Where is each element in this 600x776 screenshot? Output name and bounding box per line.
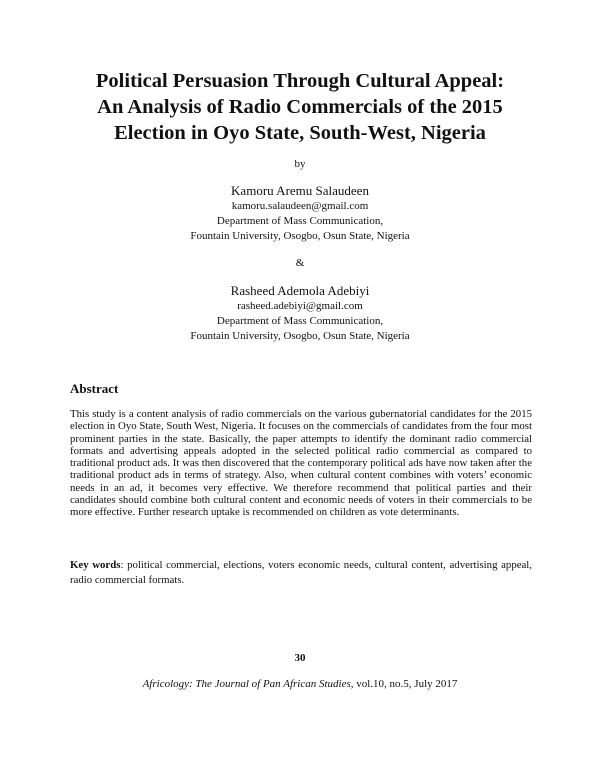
journal-name: Africology: The Journal of Pan African Studies bbox=[142, 678, 351, 690]
keywords-text: : political commercial, elections, voters economic needs, cultural content, advertising appeal, radio commercial formats. bbox=[70, 559, 532, 586]
abstract-heading: Abstract bbox=[70, 381, 119, 396]
author-separator: & bbox=[295, 257, 305, 269]
title-line: Political Persuasion Through Cultural Appeal: bbox=[95, 70, 505, 92]
title-line: An Analysis of Radio Commercials of the 2015 bbox=[97, 96, 503, 118]
paper-title bbox=[60, 68, 540, 146]
journal-issue: , vol.10, no.5, July 2017 bbox=[350, 678, 458, 690]
abstract-text: This study is a content analysis of radio commercials on the various gubernatorial candidates for the 2015 election in Oyo State, South West, Nigeria. It focuses on the commercials of candidates from the four most prominent parties in the state. Basically, the paper attempts to identify the dominant radio commercial formats and advertising appeals adopted in the selected political radio commercial as compared to traditional product ads. It was then discovered that the contemporary political ads have now taken after the traditional product ads in terms of strategy. Also, when cultural content combines with voters’ economic needs in an ad, it becomes very effective. We therefore recommend that political parties and their candidates should combine both cultural content and economic needs of voters in their commercials to be more effective. Further research uptake is recommended on children as vote determinants. bbox=[70, 408, 532, 519]
by-label: by bbox=[294, 158, 306, 170]
author-block-2 bbox=[0, 282, 600, 344]
author-institution: Fountain University, Osogbo, Osun State, Nigeria bbox=[190, 230, 410, 242]
author-institution: Fountain University, Osogbo, Osun State, Nigeria bbox=[190, 330, 410, 342]
author-department: Department of Mass Communication, bbox=[216, 315, 384, 327]
keywords-label: Key words bbox=[70, 559, 121, 571]
author-email: rasheed.adebiyi@gmail.com bbox=[237, 300, 363, 312]
page-number: 30 bbox=[294, 652, 306, 664]
title-line: Election in Oyo State, South-West, Nigeria bbox=[114, 122, 486, 144]
author-block-1 bbox=[0, 182, 600, 244]
author-department: Department of Mass Communication, bbox=[216, 215, 384, 227]
author-name: Rasheed Ademola Adebiyi bbox=[230, 283, 370, 298]
author-name: Kamoru Aremu Salaudeen bbox=[231, 183, 369, 198]
keywords bbox=[70, 558, 532, 587]
journal-footer bbox=[0, 678, 600, 690]
author-email: kamoru.salaudeen@gmail.com bbox=[231, 200, 369, 212]
